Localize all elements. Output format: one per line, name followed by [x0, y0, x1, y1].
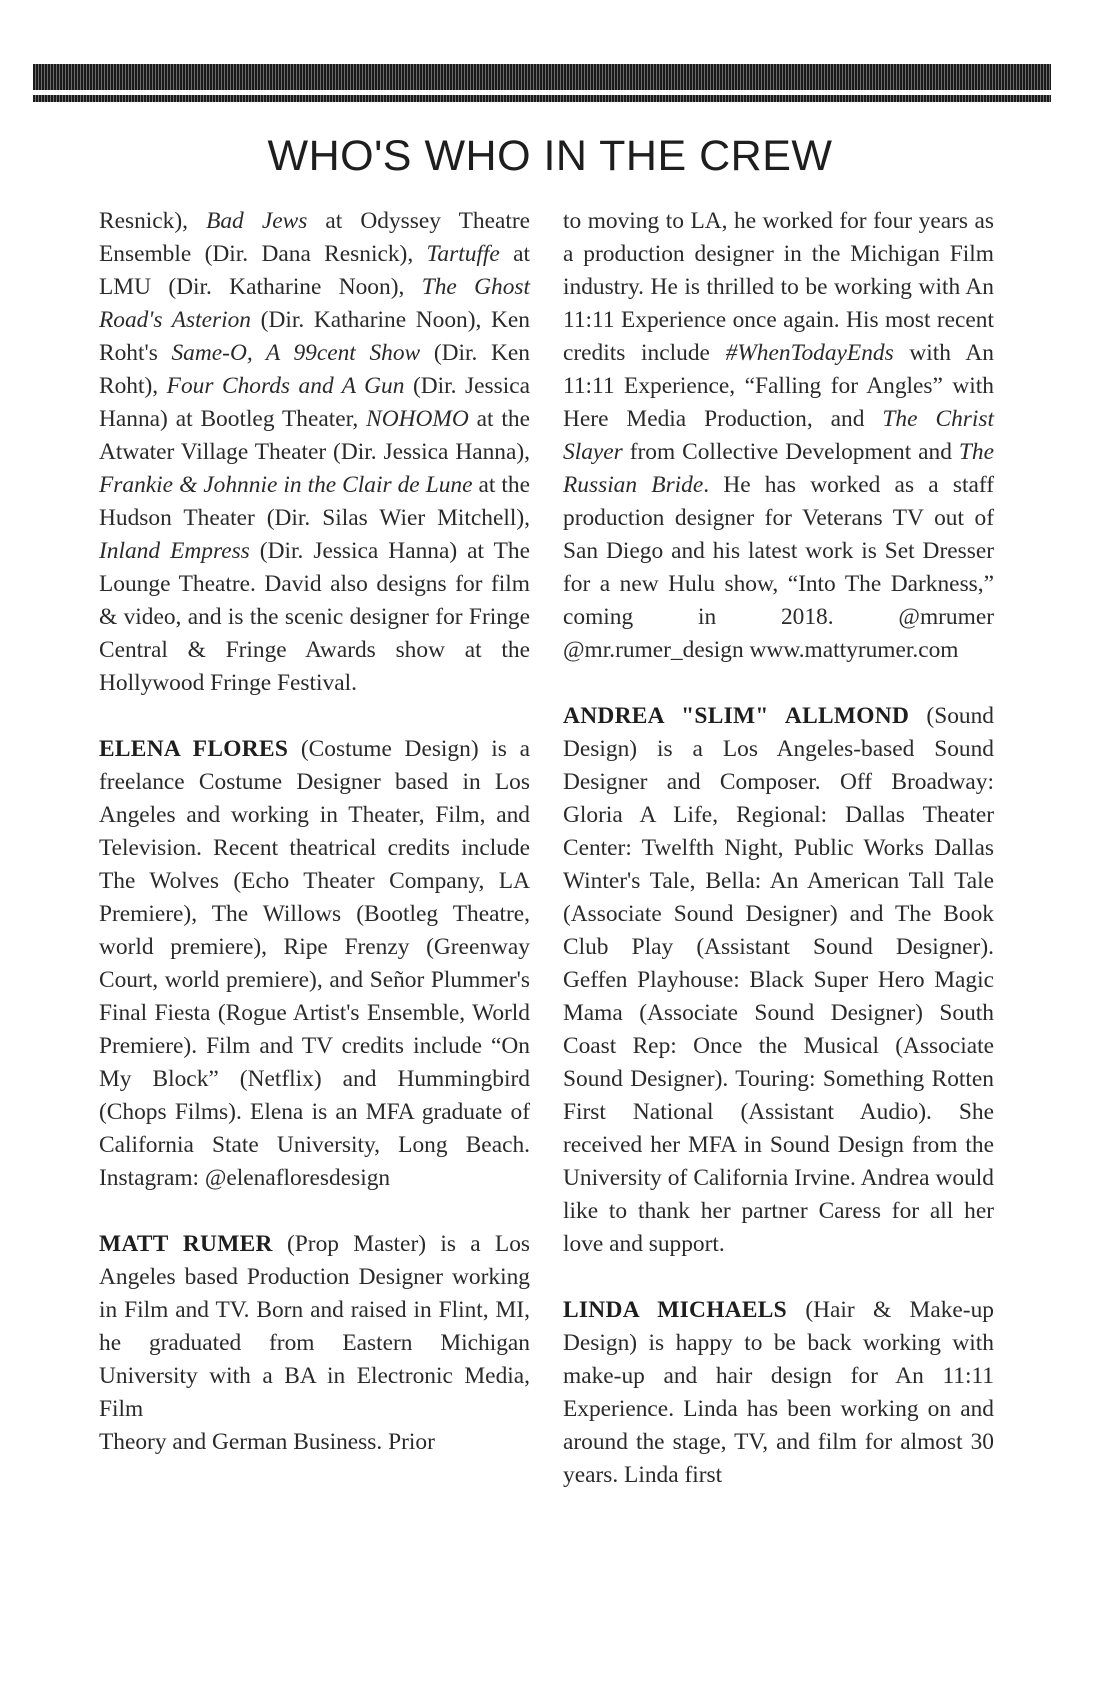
bio-text: at the Atwater Village Theater (Dir. Jessica Hanna), — [99, 406, 531, 465]
bio-text: (Dir. Katharine Noon), Ken Roht's — [99, 307, 531, 366]
production-title: The Ghost Road's Asterion — [99, 274, 530, 333]
production-title: NOHOMO — [366, 406, 469, 432]
crew-name: MATT RUMER — [99, 1231, 273, 1257]
bio-text: Resnick), — [99, 208, 207, 234]
crew-name: ELENA FLORES — [99, 736, 289, 762]
bio-text: from Collective Development and — [622, 439, 959, 465]
left-column — [99, 205, 530, 1459]
paragraph-spacer — [99, 1195, 530, 1228]
bio-matt-rumer-line — [99, 1426, 530, 1459]
bio-matt-rumer — [99, 1228, 530, 1426]
bio-text: (Dir. Ken Roht), — [99, 340, 531, 399]
bio-david-continuation — [99, 205, 530, 700]
production-title: Tartuffe — [426, 241, 500, 267]
bio-text: at Odyssey Theatre Ensemble (Dir. Dana Resnick), — [99, 208, 530, 267]
right-column — [563, 205, 994, 1492]
paragraph-spacer — [563, 1261, 994, 1294]
bio-text: at the Hudson Theater (Dir. Silas Wier Mitchell), — [99, 472, 530, 531]
production-title: Frankie & Johnnie in the Clair de Lune — [99, 472, 473, 498]
bio-text: to moving to LA, he worked for four years as a production designer in the Michigan Film industry. He is thrilled to be working with An 11:11 Experience once again. His most recent credits include — [563, 208, 994, 366]
production-title: Four Chords and A Gun — [166, 373, 405, 399]
production-title: The Russian Bride — [563, 439, 994, 498]
paragraph-spacer — [563, 667, 994, 700]
production-title: Bad Jews — [206, 208, 308, 234]
bio-text: . He has worked as a staff production designer for Veterans TV out of San Diego and his latest work is Set Dresser for a new Hulu show, “Into The Darkness,” coming in 2018. @mrumer @mr.rumer_design www.mattyrumer.com — [563, 472, 994, 663]
production-title: The Christ Slayer — [563, 406, 994, 465]
page-title: WHO'S WHO IN THE CREW — [267, 131, 833, 180]
production-title: Inland Empress — [99, 538, 250, 564]
crew-name: ANDREA "SLIM" ALLMOND — [563, 703, 910, 729]
bio-text: with An 11:11 Experience, “Falling for Angles” with Here Media Production, and — [563, 340, 994, 432]
production-title: Same-O, A 99cent Show — [171, 340, 421, 366]
bio-andrea-allmond — [563, 700, 994, 1261]
bio-text: Theory and German Business. Prior — [99, 1429, 435, 1455]
bio-text: (Sound Design) is a Los Angeles-based Sound Designer and Composer. Off Broadway: Gloria A Life, Regional: Dallas Theater Center: Twelfth Night, Public Works Dallas Winter's Tale, Bella: An American Tall Tale (Associate Sound Designer) and The Book Club Play (Assistant Sound Designer). Geffen Playhouse: Black Super Hero Magic Mama (Associate Sound Designer) South Coast Rep: Once the Musical (Associate Sound Designer). Touring: Something Rotten First National (Assistant Audio). She received her MFA in Sound Design from the University of California Irvine. Andrea would like to thank her partner Caress for all her love and support. — [563, 703, 994, 1257]
bio-linda-michaels — [563, 1294, 994, 1492]
bio-text: (Dir. Jessica Hanna) at Bootleg Theater, — [99, 373, 530, 432]
bio-text: (Dir. Jessica Hanna) at The Lounge Theatre. David also designs for film & video, and is the scenic designer for Fringe Central & Fringe Awards show at the Hollywood Fringe Festival. — [99, 538, 530, 696]
header-decorative-rule — [33, 95, 1051, 102]
crew-name: LINDA MICHAELS — [563, 1297, 787, 1323]
bio-text: (Prop Master) is a Los Angeles based Production Designer working in Film and TV. Born and raised in Flint, MI, he graduated from Eastern Michigan University with a BA in Electronic Media, Film — [99, 1231, 531, 1422]
bio-matt-rumer-continuation — [563, 205, 994, 667]
bio-text: (Hair & Make-up Design) is happy to be back working with make-up and hair design for An 11:11 Experience. Linda has been working on and around the stage, TV, and film for almost 30 years. Linda first — [563, 1297, 994, 1488]
production-title: #WhenTodayEnds — [725, 340, 894, 366]
bio-text: at LMU (Dir. Katharine Noon), — [99, 241, 531, 300]
header-decorative-band — [33, 64, 1051, 90]
paragraph-spacer — [99, 700, 530, 733]
bio-elena-flores — [99, 733, 530, 1195]
bio-text: (Costume Design) is a freelance Costume Designer based in Los Angeles and working in Theater, Film, and Television. Recent theatrical credits include The Wolves (Echo Theater Company, LA Premiere), The Willows (Bootleg Theatre, world premiere), Ripe Frenzy (Greenway Court, world premiere), and Señor Plummer's Final Fiesta (Rogue Artist's Ensemble, World Premiere). Film and TV credits include “On My Block” (Netflix) and Hummingbird (Chops Films). Elena is an MFA graduate of California State University, Long Beach. Instagram: @elenafloresdesign — [99, 736, 530, 1191]
